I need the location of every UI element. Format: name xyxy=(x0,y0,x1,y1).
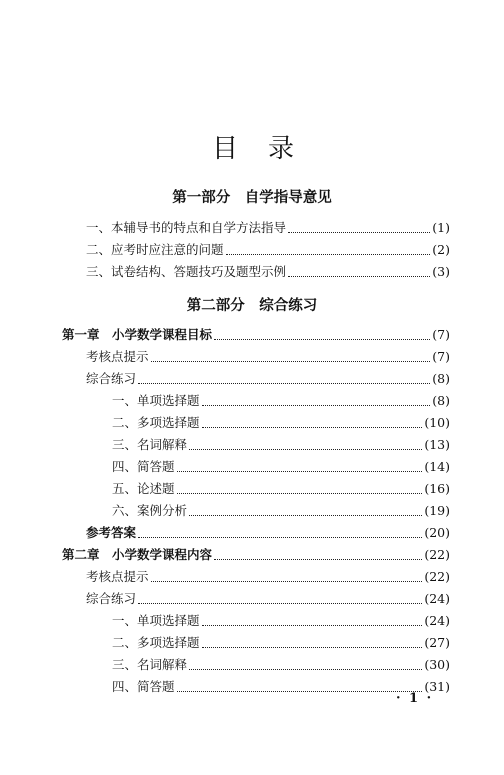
dot-leader xyxy=(202,405,431,406)
toc-entry-page: (3) xyxy=(432,264,450,279)
dot-leader xyxy=(288,276,430,277)
toc-entry-label: 四、简答题 xyxy=(112,679,175,694)
toc-entry-label: 考核点提示 xyxy=(86,569,149,584)
toc-entry-page: (13) xyxy=(424,437,450,452)
toc-entry-page: (19) xyxy=(424,503,450,518)
toc-entry-page: (7) xyxy=(432,327,450,342)
toc-entry-page: (24) xyxy=(424,613,450,628)
toc-entry-label: 综合练习 xyxy=(86,371,137,386)
toc-entry-page: (1) xyxy=(432,220,450,235)
toc-entry[interactable] xyxy=(86,240,450,260)
toc-entry-page: (27) xyxy=(424,635,450,650)
dot-leader xyxy=(189,669,422,670)
toc-entry-page: (24) xyxy=(424,591,450,606)
toc-entry-label: 六、案例分析 xyxy=(112,503,188,518)
toc-entry-page: (8) xyxy=(432,371,450,386)
dot-leader xyxy=(189,449,422,450)
toc-entry[interactable] xyxy=(86,262,450,282)
dot-leader xyxy=(177,691,423,692)
toc-entry-label: 参考答案 xyxy=(86,525,137,540)
part-two-heading: 第二部分 综合练习 xyxy=(186,298,318,314)
toc-entry-page: (22) xyxy=(424,569,450,584)
toc-entry[interactable] xyxy=(112,413,450,433)
toc-entry-label: 第一章 小学数学课程目标 xyxy=(62,327,213,342)
part-one-heading: 第一部分 自学指导意见 xyxy=(172,190,332,206)
dot-leader xyxy=(138,537,422,538)
dot-leader xyxy=(288,232,430,233)
toc-entry-page: (10) xyxy=(424,415,450,430)
toc-entry[interactable] xyxy=(112,611,450,631)
toc-entry-label: 考核点提示 xyxy=(86,349,149,364)
toc-entry-label: 二、应考时应注意的问题 xyxy=(86,242,224,257)
toc-entry-label: 三、名词解释 xyxy=(112,437,188,452)
toc-entry[interactable] xyxy=(112,479,450,499)
dot-leader xyxy=(202,625,423,626)
dot-leader xyxy=(189,515,422,516)
dot-leader xyxy=(226,254,431,255)
toc-entry[interactable] xyxy=(86,567,450,587)
toc-entry-page: (20) xyxy=(424,525,450,540)
toc-entry[interactable] xyxy=(86,523,450,543)
toc-entry[interactable] xyxy=(86,589,450,609)
toc-entry-label: 综合练习 xyxy=(86,591,137,606)
toc-entry-page: (8) xyxy=(432,393,450,408)
dot-leader xyxy=(151,361,431,362)
dot-leader xyxy=(202,427,423,428)
toc-entry[interactable] xyxy=(112,391,450,411)
toc-entry[interactable] xyxy=(112,655,450,675)
toc-title-char-2: 录 xyxy=(268,134,295,164)
toc-entry[interactable] xyxy=(112,501,450,521)
toc-chapter-entry[interactable] xyxy=(62,545,450,565)
toc-entry-label: 三、名词解释 xyxy=(112,657,188,672)
toc-entry[interactable] xyxy=(86,347,450,367)
toc-entry-page: (22) xyxy=(424,547,450,562)
toc-entry[interactable] xyxy=(112,457,450,477)
toc-entry[interactable] xyxy=(86,218,450,238)
toc-entry-label: 一、单项选择题 xyxy=(112,613,200,628)
toc-entry-page: (14) xyxy=(424,459,450,474)
toc-entry-page: (30) xyxy=(424,657,450,672)
toc-entry-label: 一、单项选择题 xyxy=(112,393,200,408)
toc-entry[interactable] xyxy=(86,369,450,389)
dot-leader xyxy=(138,383,430,384)
page-number: · 1 · xyxy=(396,691,434,706)
toc-entry[interactable] xyxy=(112,633,450,653)
toc-entry-label: 第二章 小学数学课程内容 xyxy=(62,547,213,562)
toc-chapter-entry[interactable] xyxy=(62,325,450,345)
dot-leader xyxy=(177,493,423,494)
toc-entry-label: 五、论述题 xyxy=(112,481,175,496)
toc-entry[interactable] xyxy=(112,435,450,455)
dot-leader xyxy=(202,647,423,648)
toc-entry-label: 四、简答题 xyxy=(112,459,175,474)
toc-entry-label: 二、多项选择题 xyxy=(112,415,200,430)
toc-title-char-1: 目 xyxy=(212,134,239,164)
dot-leader xyxy=(138,603,422,604)
dot-leader xyxy=(214,559,422,560)
toc-entry-label: 一、本辅导书的特点和自学方法指导 xyxy=(86,220,287,235)
dot-leader xyxy=(151,581,423,582)
toc-entry-page: (16) xyxy=(424,481,450,496)
dot-leader xyxy=(214,339,430,340)
toc-entry-page: (7) xyxy=(432,349,450,364)
toc-entry-page: (31) xyxy=(424,679,450,694)
toc-entry-page: (2) xyxy=(432,242,450,257)
dot-leader xyxy=(177,471,423,472)
toc-entry-label: 三、试卷结构、答题技巧及题型示例 xyxy=(86,264,287,279)
toc-entry-label: 二、多项选择题 xyxy=(112,635,200,650)
